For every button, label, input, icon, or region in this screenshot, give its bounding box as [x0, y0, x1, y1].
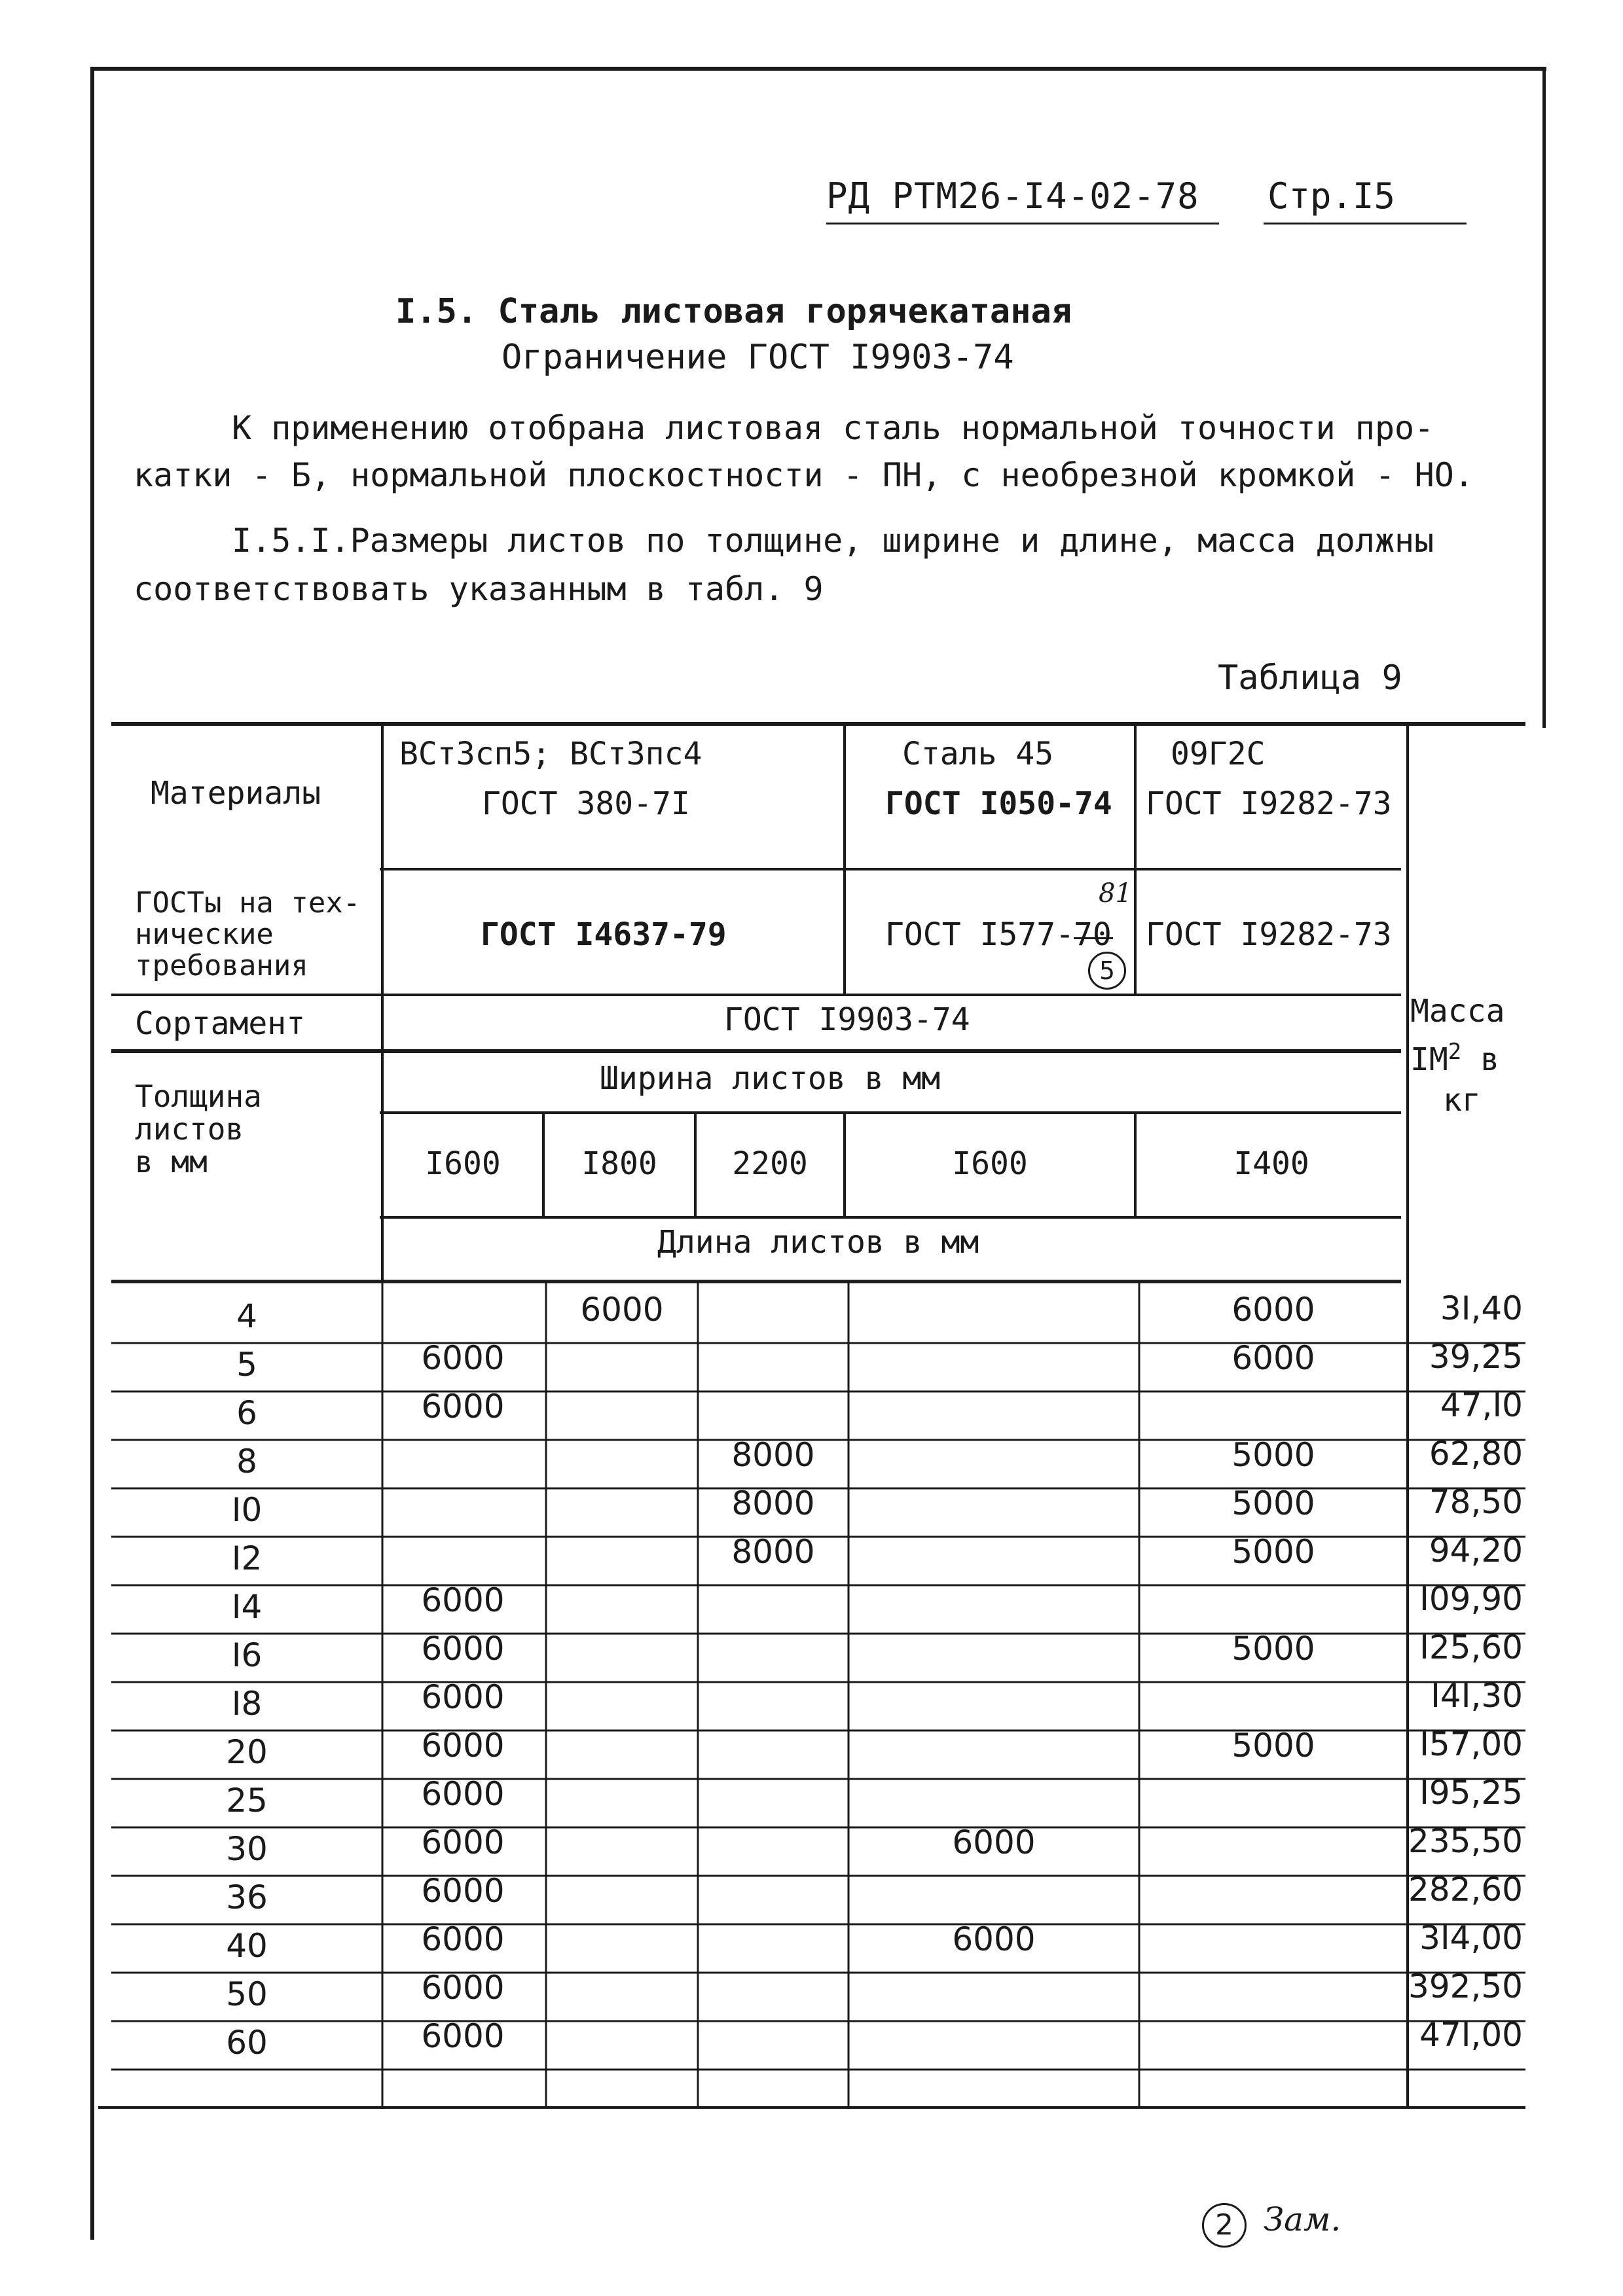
thickness-value: 5: [236, 1346, 257, 1384]
document-code-underline: [826, 223, 1219, 224]
section-title: I.5. Сталь листовая горячекатаная: [395, 292, 1072, 331]
mass-value: I57,00: [1419, 1725, 1523, 1763]
mass-value: 235,50: [1408, 1822, 1523, 1860]
mass-header-unit: IM: [1410, 1041, 1448, 1078]
mass-value: I4I,30: [1431, 1677, 1523, 1715]
thickness-value: 60: [226, 2024, 268, 2062]
length-cell-c5: 6000: [1231, 1291, 1315, 1329]
mass-value: 39,25: [1429, 1338, 1523, 1376]
length-cell-c5: 5000: [1231, 1484, 1315, 1522]
gost-requirements-label: [135, 888, 360, 982]
mass-header-line-3: кг: [1443, 1082, 1481, 1119]
gost-requirements-2-struck-year: 70: [1074, 916, 1112, 953]
length-cell-c1: 6000: [421, 1581, 505, 1619]
length-cell-c1: 6000: [421, 1388, 505, 1426]
gost-requirements-3: ГОСТ I9282-73: [1146, 916, 1392, 953]
thickness-header: [135, 1080, 262, 1178]
mass-value: 3I,40: [1440, 1289, 1523, 1327]
paragraph-2-line-2: соответствовать указанным в табл. 9: [134, 570, 824, 608]
mass-header-suffix: в: [1461, 1041, 1500, 1078]
footer-revision-circle: 2: [1202, 2203, 1247, 2248]
thickness-value: I2: [231, 1539, 263, 1577]
mass-value: I25,60: [1419, 1628, 1523, 1666]
thickness-value: 6: [236, 1394, 257, 1432]
table-caption: Таблица 9: [1218, 658, 1402, 698]
footer-note: Зам.: [1264, 2200, 1341, 2238]
length-cell-c1: 6000: [421, 1339, 505, 1377]
frame-top-line: [92, 67, 1546, 71]
paragraph-1-line-1: К применению отобрана листовая сталь нормальной точности про-: [232, 409, 1434, 447]
thickness-value: I8: [231, 1685, 263, 1723]
paragraph-2-line-1: I.5.I.Размеры листов по толщине, ширине и длине, масса должны: [232, 522, 1434, 560]
mass-value: 392,50: [1408, 1967, 1523, 2005]
width-2: I800: [581, 1145, 657, 1182]
length-cell-c1: 6000: [421, 1872, 505, 1910]
length-cell-c5: 5000: [1231, 1533, 1315, 1571]
gost-requirements-label-line-3: требования: [135, 949, 308, 982]
paragraph-1-line-2: катки - Б, нормальной плоскостности - ПН, с необрезной кромкой - НО.: [134, 456, 1474, 494]
width-5: I400: [1233, 1145, 1309, 1182]
sortament-label: Сортамент: [135, 1005, 306, 1042]
mass-header-exponent: 2: [1448, 1039, 1462, 1065]
gost-requirements-1: ГОСТ I4637-79: [481, 916, 727, 953]
frame-right-line: [1542, 67, 1546, 728]
mass-value: I09,90: [1419, 1580, 1523, 1618]
length-cell-c3: 8000: [731, 1484, 815, 1522]
thickness-value: 20: [226, 1733, 268, 1771]
thickness-value: 4: [236, 1297, 257, 1335]
thickness-value: I0: [231, 1491, 263, 1529]
length-cell-c1: 6000: [421, 1969, 505, 2007]
length-cell-c1: 6000: [421, 1920, 505, 1958]
mass-value: 78,50: [1429, 1483, 1523, 1521]
length-cell-c3: 8000: [731, 1533, 815, 1571]
mass-value: 62,80: [1429, 1435, 1523, 1473]
material-2-grade: Сталь 45: [902, 736, 1054, 772]
material-1-grades: ВСт3сп5; ВСт3пс4: [399, 736, 702, 772]
length-cell-c5: 6000: [1231, 1339, 1315, 1377]
length-cell-c1: 6000: [421, 2017, 505, 2055]
strikethrough-mark: [1074, 937, 1113, 939]
page-number: Стр.I5: [1267, 175, 1396, 217]
length-label: Длина листов в мм: [657, 1224, 979, 1261]
section-subtitle: Ограничение ГОСТ I9903-74: [501, 338, 1014, 377]
thickness-value: 50: [226, 1975, 268, 2013]
thickness-header-line-2: листов: [135, 1111, 244, 1147]
mass-value: 3I4,00: [1419, 1919, 1523, 1957]
width-3: 2200: [732, 1145, 808, 1182]
document-code: РД РТМ26-I4-02-78: [826, 175, 1199, 217]
thickness-value: I6: [231, 1636, 263, 1674]
mass-value: 47I,00: [1419, 2016, 1523, 2054]
length-cell-c3: 8000: [731, 1436, 815, 1474]
width-label: Ширина листов в мм: [600, 1060, 941, 1097]
thickness-value: 8: [236, 1443, 257, 1480]
gost-requirements-label-line-2: нические: [135, 918, 274, 951]
sortament-value: ГОСТ I9903-74: [724, 1001, 970, 1038]
length-cell-c5: 5000: [1231, 1630, 1315, 1668]
length-cell-c1: 6000: [421, 1630, 505, 1668]
material-3-gost: ГОСТ I9282-73: [1146, 785, 1392, 822]
material-3-grade: 09Г2С: [1171, 736, 1266, 772]
gost-requirements-2-correction: 81: [1099, 878, 1132, 908]
mass-value: 94,20: [1429, 1532, 1523, 1570]
page-number-underline: [1264, 223, 1467, 224]
gost-requirements-2: ГОСТ I577-: [885, 916, 1074, 953]
width-4: I600: [952, 1145, 1028, 1182]
thickness-value: 30: [226, 1830, 268, 1868]
thickness-value: 25: [226, 1782, 268, 1820]
material-1-gost: ГОСТ 380-7I: [482, 785, 690, 822]
revision-circle-5: 5: [1088, 952, 1126, 990]
thickness-header-line-1: Толщина: [135, 1079, 262, 1114]
material-2-gost: ГОСТ I050-74: [885, 785, 1112, 822]
length-cell-c1: 6000: [421, 1678, 505, 1716]
length-cell-c1: 6000: [421, 1727, 505, 1765]
mass-header-line-2: [1410, 1031, 1505, 1080]
thickness-value: 36: [226, 1878, 268, 1916]
thickness-value: 40: [226, 1927, 268, 1965]
mass-value: I95,25: [1419, 1774, 1523, 1812]
mass-value: 47,I0: [1440, 1386, 1523, 1424]
length-cell-c1: 6000: [421, 1823, 505, 1861]
length-cell-c1: 6000: [421, 1775, 505, 1813]
thickness-header-line-3: в мм: [135, 1144, 208, 1179]
length-cell-c4: 6000: [952, 1920, 1036, 1958]
length-cell-c5: 5000: [1231, 1727, 1315, 1765]
materials-label: Материалы: [151, 775, 321, 812]
mass-header: [1410, 991, 1505, 1121]
mass-header-line-1: Масса: [1410, 993, 1505, 1030]
length-cell-c5: 5000: [1231, 1436, 1315, 1474]
thickness-value: I4: [231, 1588, 263, 1626]
width-1: I600: [425, 1145, 501, 1182]
length-cell-c4: 6000: [952, 1823, 1036, 1861]
frame-left-line: [90, 67, 94, 2240]
gost-requirements-label-line-1: ГОСТы на тех-: [135, 886, 361, 920]
mass-value: 282,60: [1408, 1871, 1523, 1909]
length-cell-c2: 6000: [580, 1291, 664, 1329]
